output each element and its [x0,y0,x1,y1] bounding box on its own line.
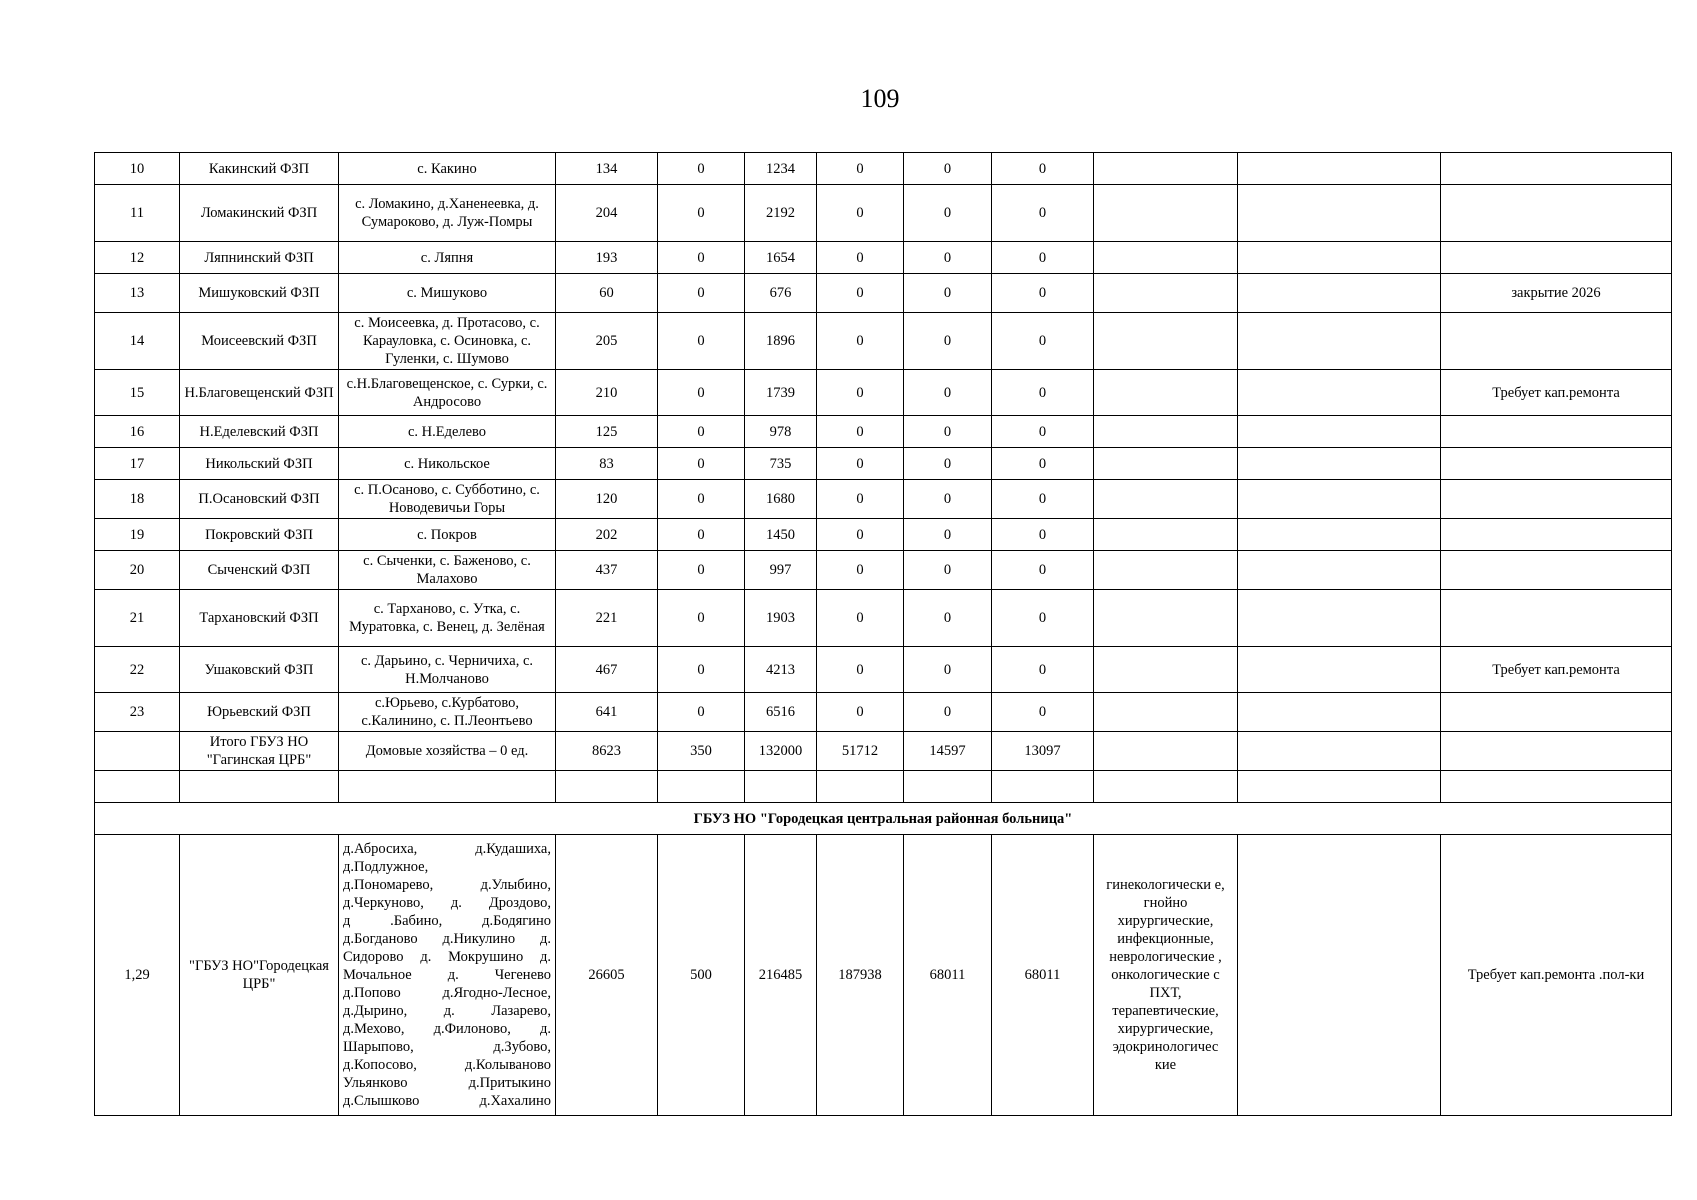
value-1: 467 [556,647,658,693]
row-number: 13 [95,274,180,313]
value-2: 0 [658,416,745,448]
value-3: 4213 [745,647,817,693]
value-4: 0 [817,274,904,313]
note [1441,448,1672,480]
facility-name: Моисеевский ФЗП [180,313,339,370]
row-number: 10 [95,153,180,185]
value-1: 205 [556,313,658,370]
empty-cell [95,771,180,803]
empty-cell [992,771,1094,803]
value-2: 0 [658,590,745,647]
empty-cell [1094,519,1238,551]
empty-cell [1238,835,1441,1116]
value-1: 202 [556,519,658,551]
empty-cell [1094,313,1238,370]
value-2: 0 [658,448,745,480]
row-number: 17 [95,448,180,480]
note: Требует кап.ремонта .пол-ки [1441,835,1672,1116]
village-line: д.Дырино, д. Лазарево, [343,1003,551,1019]
table-row [95,590,1672,647]
value-5: 0 [904,370,992,416]
empty-cell [1094,732,1238,771]
row-number: 21 [95,590,180,647]
note [1441,313,1672,370]
empty-cell [339,771,556,803]
value-4: 0 [817,590,904,647]
value-3: 1654 [745,242,817,274]
empty-cell [1094,242,1238,274]
village-line: Ульянково д.Притыкино [343,1075,551,1091]
note: Требует кап.ремонта [1441,370,1672,416]
value-3: 978 [745,416,817,448]
table-row [95,242,1672,274]
empty-cell [1238,693,1441,732]
value-5: 0 [904,551,992,590]
villages: с. Никольское [339,448,556,480]
empty-cell [904,771,992,803]
table-row [95,416,1672,448]
value-6: 0 [992,480,1094,519]
empty-cell [1094,551,1238,590]
value-4: 0 [817,416,904,448]
value-4: 0 [817,693,904,732]
value-5: 0 [904,416,992,448]
empty-cell [1238,448,1441,480]
facilities-table [94,152,1672,1116]
value-3: 216485 [745,835,817,1116]
empty-cell [1238,551,1441,590]
value-5: 0 [904,647,992,693]
value-5: 0 [904,185,992,242]
village-line: д.Пономарево, д.Улыбино, [343,877,551,893]
row-number: 12 [95,242,180,274]
value-3: 2192 [745,185,817,242]
value-1: 26605 [556,835,658,1116]
empty-cell [1238,242,1441,274]
table-body [95,153,1672,1116]
value-2: 0 [658,693,745,732]
value-2: 0 [658,274,745,313]
value-3: 1680 [745,480,817,519]
empty-cell [180,771,339,803]
value-1: 221 [556,590,658,647]
facility-name: Юрьевский ФЗП [180,693,339,732]
value-5: 0 [904,519,992,551]
note [1441,590,1672,647]
empty-cell [1094,274,1238,313]
empty-cell [1238,590,1441,647]
empty-cell [1094,590,1238,647]
village-line: д.Абросиха, д.Кудашиха, [343,841,551,857]
value-5: 68011 [904,835,992,1116]
value-6: 0 [992,551,1094,590]
value-6: 0 [992,153,1094,185]
note [1441,551,1672,590]
row-number: 20 [95,551,180,590]
value-6: 0 [992,185,1094,242]
table-row [95,551,1672,590]
facility-name: Н.Еделевский ФЗП [180,416,339,448]
villages: с. Моисеевка, д. Протасово, с. Карауловка, с. Осиновка, с. Гуленки, с. Шумово [339,313,556,370]
note [1441,185,1672,242]
table-row [95,274,1672,313]
empty-cell [1238,153,1441,185]
villages: с.Юрьево, с.Курбатово, с.Калинино, с. П.Леонтьево [339,693,556,732]
empty-cell [1094,370,1238,416]
note [1441,519,1672,551]
value-3: 1234 [745,153,817,185]
facility-name: Никольский ФЗП [180,448,339,480]
villages: с. Ляпня [339,242,556,274]
villages: с. Покров [339,519,556,551]
value-2: 0 [658,551,745,590]
value-2: 0 [658,480,745,519]
value-3: 1903 [745,590,817,647]
value-5: 0 [904,693,992,732]
village-line: Шарыпово, д.Зубово, [343,1039,551,1055]
value-2: 0 [658,519,745,551]
value-6: 0 [992,242,1094,274]
facility-name: П.Осановский ФЗП [180,480,339,519]
value-1: 120 [556,480,658,519]
value-4: 0 [817,551,904,590]
value-1: 60 [556,274,658,313]
value-3: 132000 [745,732,817,771]
empty-cell [658,771,745,803]
facility-name: Мишуковский ФЗП [180,274,339,313]
value-4: 0 [817,519,904,551]
value-2: 500 [658,835,745,1116]
value-4: 187938 [817,835,904,1116]
value-1: 641 [556,693,658,732]
table-row [95,647,1672,693]
note: Требует кап.ремонта [1441,647,1672,693]
empty-cell [1238,480,1441,519]
value-6: 0 [992,448,1094,480]
value-4: 0 [817,448,904,480]
value-4: 0 [817,480,904,519]
village-line: д.Копосово, д.Колываново [343,1057,551,1073]
value-1: 193 [556,242,658,274]
table-row [95,693,1672,732]
table-row [95,835,1672,1116]
value-3: 1739 [745,370,817,416]
value-3: 676 [745,274,817,313]
empty-cell [1094,480,1238,519]
row-number: 1,29 [95,835,180,1116]
empty-cell [1094,693,1238,732]
row-number: 14 [95,313,180,370]
facility-name: Покровский ФЗП [180,519,339,551]
value-2: 350 [658,732,745,771]
value-1: 134 [556,153,658,185]
section-header-row [95,803,1672,835]
value-2: 0 [658,185,745,242]
value-4: 0 [817,370,904,416]
value-3: 735 [745,448,817,480]
value-2: 0 [658,313,745,370]
value-4: 0 [817,185,904,242]
empty-cell [1094,153,1238,185]
facility-name: Н.Благовещенский ФЗП [180,370,339,416]
value-5: 0 [904,274,992,313]
villages: с. Дарьино, с. Черничиха, с. Н.Молчаново [339,647,556,693]
row-number: 11 [95,185,180,242]
facility-name: Тархановский ФЗП [180,590,339,647]
table-row [95,448,1672,480]
value-6: 0 [992,274,1094,313]
villages: с. Сыченки, с. Баженово, с. Малахово [339,551,556,590]
empty-cell [1238,647,1441,693]
empty-cell [1238,185,1441,242]
value-6: 68011 [992,835,1094,1116]
value-1: 125 [556,416,658,448]
table-row [95,519,1672,551]
value-6: 0 [992,370,1094,416]
value-6: 0 [992,416,1094,448]
empty-cell [1238,732,1441,771]
value-1: 437 [556,551,658,590]
facility-name: "ГБУЗ НО"Городецкая ЦРБ" [180,835,339,1116]
row-number: 22 [95,647,180,693]
value-5: 0 [904,590,992,647]
village-line: д.Попово д.Ягодно-Лесное, [343,985,551,1001]
value-6: 0 [992,519,1094,551]
note [1441,153,1672,185]
empty-cell [1094,647,1238,693]
table-row [95,185,1672,242]
empty-cell [1238,771,1441,803]
value-5: 0 [904,242,992,274]
section-title: ГБУЗ НО "Городецкая центральная районная больница" [95,803,1672,835]
villages: с.Н.Благовещенское, с. Сурки, с. Андросово [339,370,556,416]
villages: с. П.Осаново, с. Субботино, с. Новодевичьи Горы [339,480,556,519]
note [1441,242,1672,274]
profiles: гинекологически е, гнойно хирургические, инфекционные, неврологические , онкологические с ПХТ, терапевтические, хирургические, эдокринологичес кие [1094,835,1238,1116]
value-4: 0 [817,313,904,370]
row-number: 16 [95,416,180,448]
value-2: 0 [658,647,745,693]
empty-cell [1238,416,1441,448]
value-4: 0 [817,242,904,274]
empty-cell [745,771,817,803]
value-6: 0 [992,313,1094,370]
note [1441,416,1672,448]
village-line: д.Подлужное, [343,859,429,875]
villages [339,835,556,1116]
note: закрытие 2026 [1441,274,1672,313]
value-6: 0 [992,693,1094,732]
empty-cell [1094,448,1238,480]
note [1441,732,1672,771]
row-number [95,732,180,771]
value-5: 0 [904,448,992,480]
table-row [95,153,1672,185]
table-row [95,313,1672,370]
empty-cell [556,771,658,803]
empty-cell [1094,771,1238,803]
empty-cell [1094,185,1238,242]
table-row [95,732,1672,771]
empty-cell [1238,519,1441,551]
value-1: 210 [556,370,658,416]
village-line: д .Бабино, д.Бодягино [343,913,551,929]
note [1441,480,1672,519]
empty-cell [1441,771,1672,803]
village-line: д.Богданово д.Никулино д. [343,931,551,947]
facility-name: Какинский ФЗП [180,153,339,185]
row-number: 19 [95,519,180,551]
value-6: 13097 [992,732,1094,771]
facility-name: Ляпнинский ФЗП [180,242,339,274]
empty-row [95,771,1672,803]
value-1: 8623 [556,732,658,771]
table-row [95,370,1672,416]
value-6: 0 [992,647,1094,693]
empty-cell [1238,370,1441,416]
value-2: 0 [658,242,745,274]
value-5: 0 [904,313,992,370]
empty-cell [817,771,904,803]
value-4: 0 [817,647,904,693]
value-5: 14597 [904,732,992,771]
facility-name: Сыченский ФЗП [180,551,339,590]
villages: с. Н.Еделево [339,416,556,448]
row-number: 18 [95,480,180,519]
villages: с. Какино [339,153,556,185]
table-row [95,480,1672,519]
villages: Домовые хозяйства – 0 ед. [339,732,556,771]
facility-name: Ломакинский ФЗП [180,185,339,242]
note [1441,693,1672,732]
value-2: 0 [658,370,745,416]
villages: с. Тарханово, с. Утка, с. Муратовка, с. Венец, д. Зелёная [339,590,556,647]
village-line: д.Мехово, д.Филоново, д. [343,1021,551,1037]
village-line: Мочальное д. Чегенево [343,967,551,983]
village-line: Сидорово д. Мокрушино д. [343,949,551,965]
facility-name: Ушаковский ФЗП [180,647,339,693]
value-4: 51712 [817,732,904,771]
value-3: 6516 [745,693,817,732]
value-3: 1896 [745,313,817,370]
value-5: 0 [904,480,992,519]
page-number: 109 [860,84,900,113]
facility-name: Итого ГБУЗ НО "Гагинская ЦРБ" [180,732,339,771]
value-4: 0 [817,153,904,185]
village-line: д.Черкуново, д. Дроздово, [343,895,551,911]
value-1: 204 [556,185,658,242]
villages: с. Ломакино, д.Ханенеевка, д. Сумароково, д. Луж-Помры [339,185,556,242]
village-line: д.Слышково д.Хахалино [343,1093,551,1109]
value-3: 997 [745,551,817,590]
empty-cell [1238,313,1441,370]
value-3: 1450 [745,519,817,551]
villages: с. Мишуково [339,274,556,313]
value-2: 0 [658,153,745,185]
value-6: 0 [992,590,1094,647]
empty-cell [1238,274,1441,313]
row-number: 23 [95,693,180,732]
row-number: 15 [95,370,180,416]
value-5: 0 [904,153,992,185]
value-1: 83 [556,448,658,480]
empty-cell [1094,416,1238,448]
